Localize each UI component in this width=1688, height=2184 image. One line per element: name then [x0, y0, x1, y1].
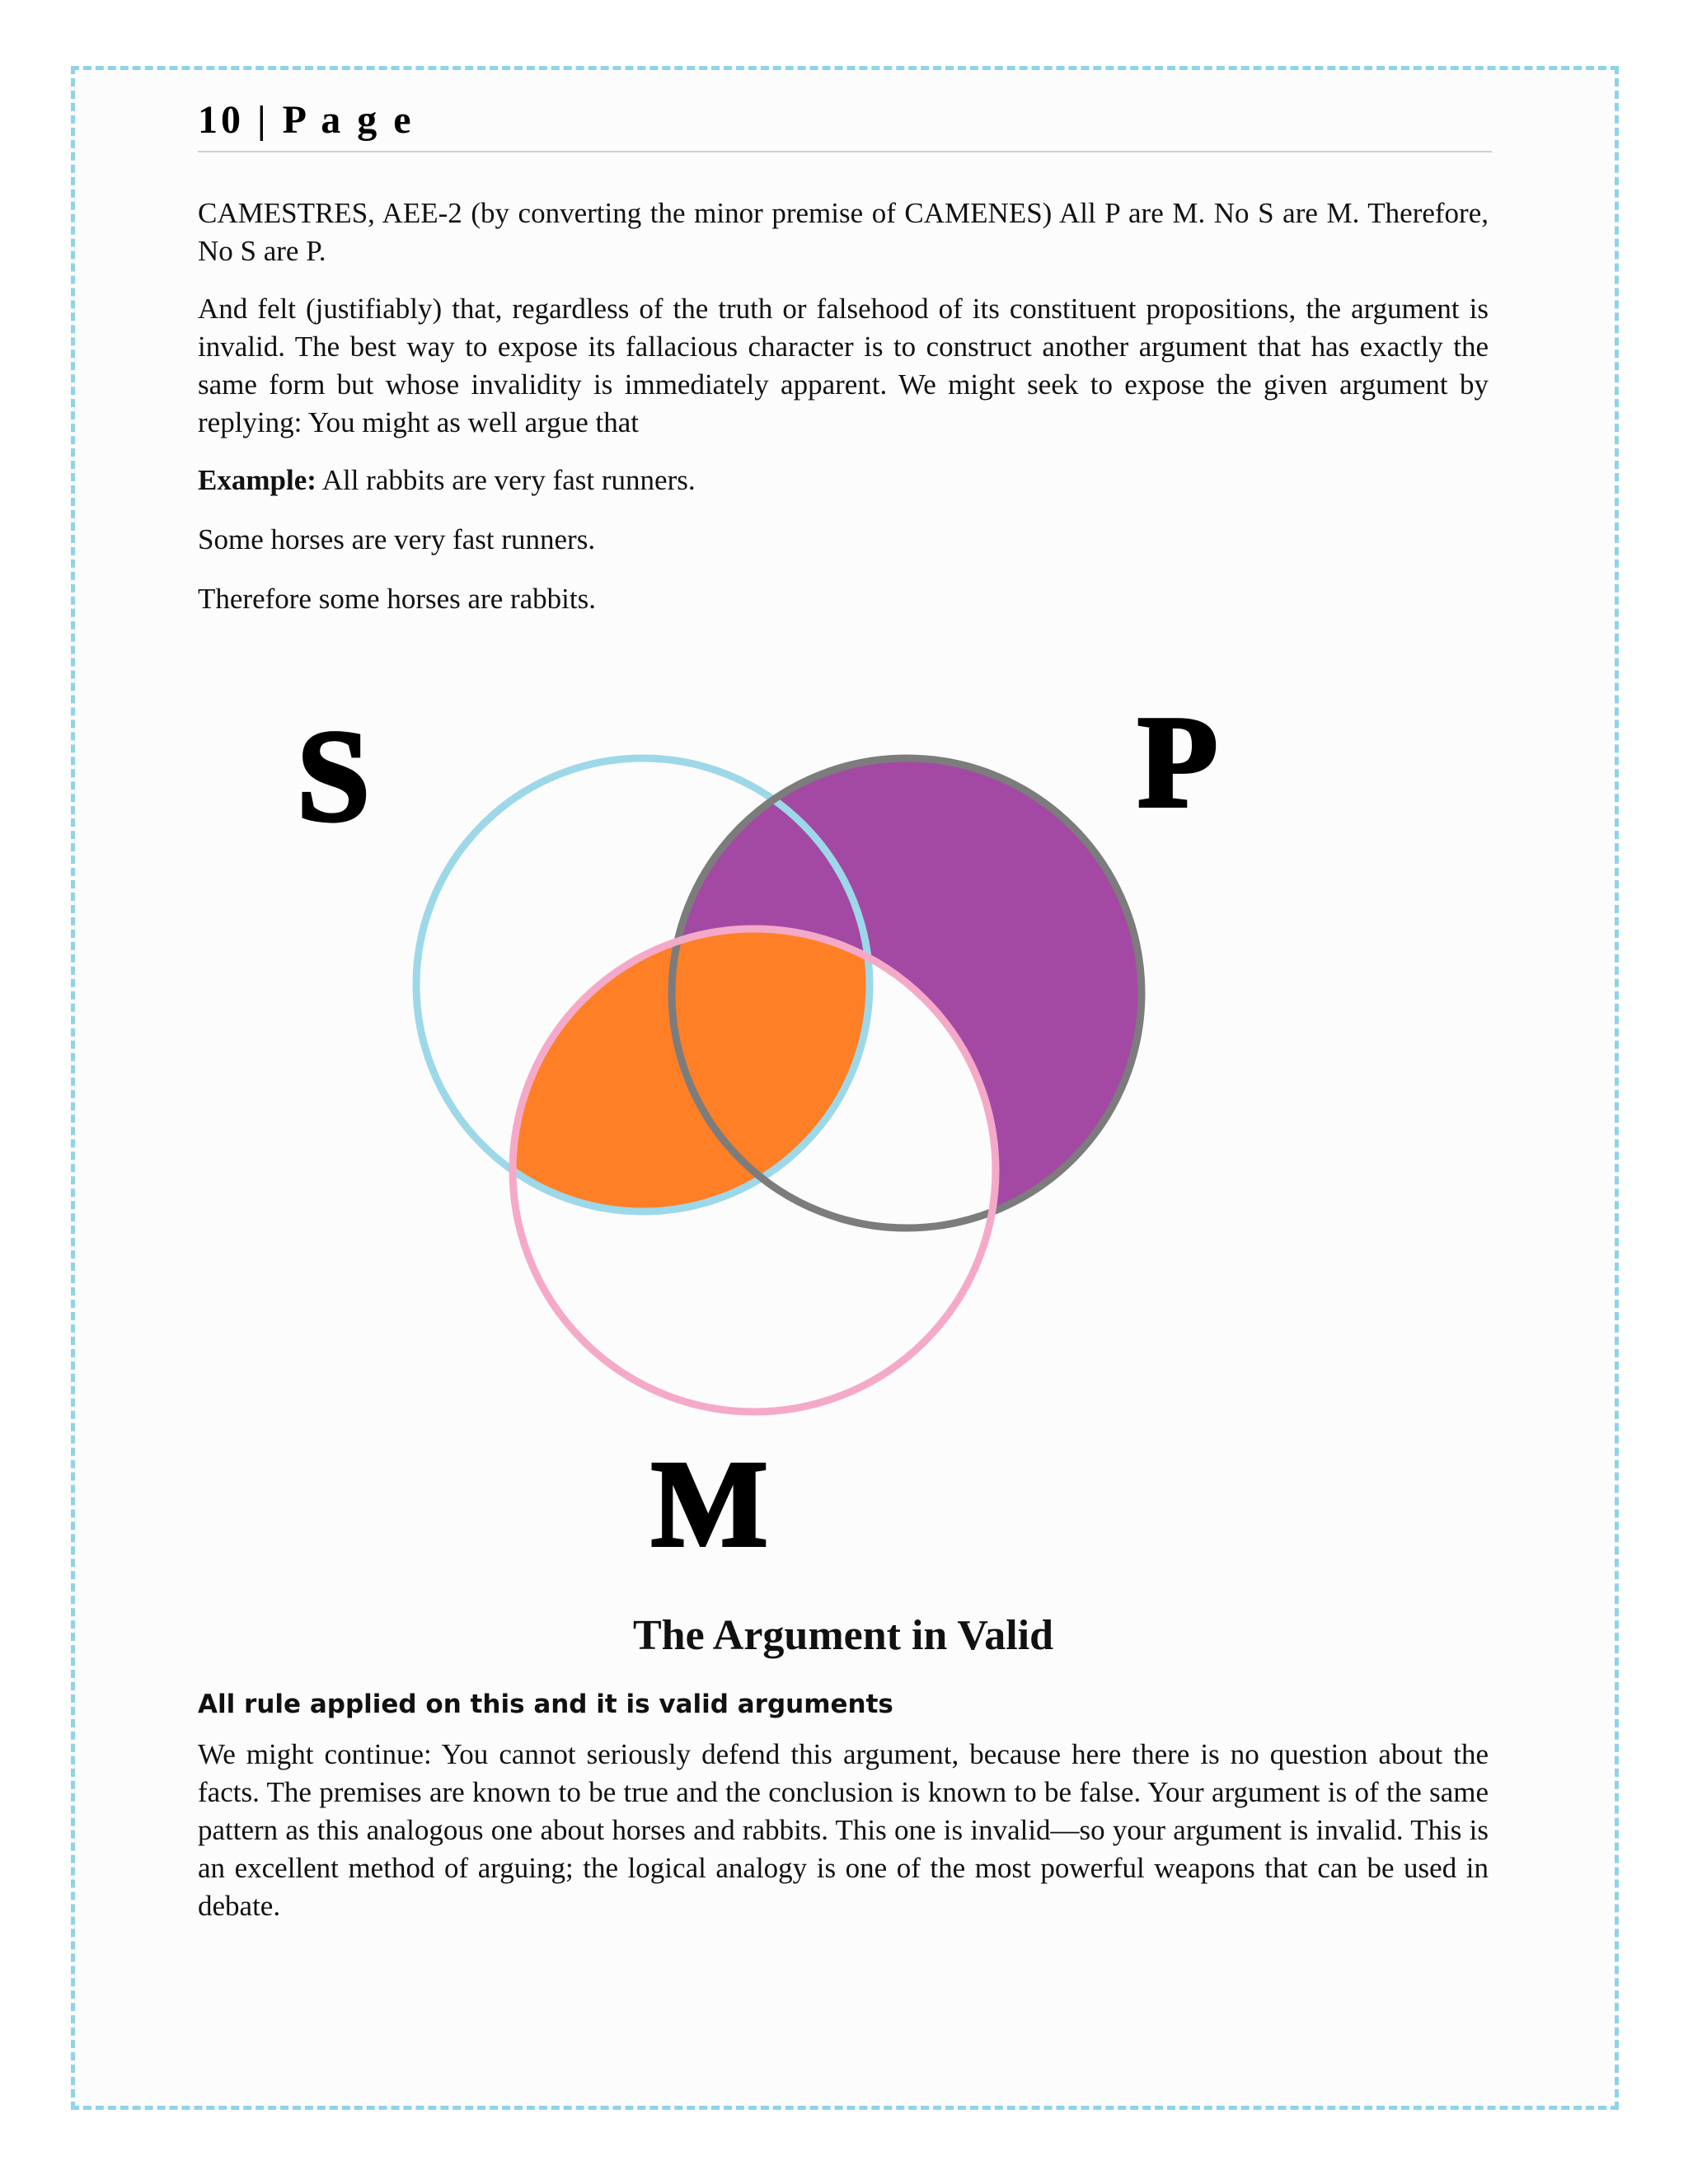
label-s: S: [297, 702, 370, 849]
subheading: All rule applied on this and it is valid arguments: [198, 1690, 893, 1719]
example-label: Example:: [198, 464, 316, 496]
venn-diagram: [280, 701, 1302, 1574]
paragraph-camestres: CAMESTRES, AEE-2 (by converting the minor premise of CAMENES) All P are M. No S are M. Therefore, No S are P.: [198, 197, 1489, 267]
diagram-caption: The Argument in Valid: [632, 1612, 1054, 1659]
premise-line: Some horses are very fast runners.: [198, 523, 596, 555]
closing-paragraph: We might continue: You cannot seriously defend this argument, because here there is no question about the facts. The premises are known to be true and the conclusion is known to be false. Your argument is of the same pattern as this analogous one about horses and rabbits. This one is invalid—so your argument is invalid. This is an excellent method of arguing; the logical analogy is one of the most powerful weapons that can be used in debate.: [198, 1738, 1489, 1922]
example-line: [198, 462, 1489, 499]
label-p: P: [1137, 701, 1218, 835]
paragraph-argument: And felt (justifiably) that, regardless of the truth or falsehood of its constituent propositions, the argument is invalid. The best way to expose its fallacious character is to construct another argument that has exactly the same form but whose invalidity is immediately apparent. We might seek to expose the given argument by replying: You might as well argue that: [198, 293, 1489, 438]
label-m: M: [651, 1436, 768, 1572]
conclusion-line: Therefore some horses are rabbits.: [198, 583, 596, 615]
page-header: 10 | P a g e: [198, 97, 1492, 152]
example-text: All rabbits are very fast runners.: [316, 464, 696, 496]
